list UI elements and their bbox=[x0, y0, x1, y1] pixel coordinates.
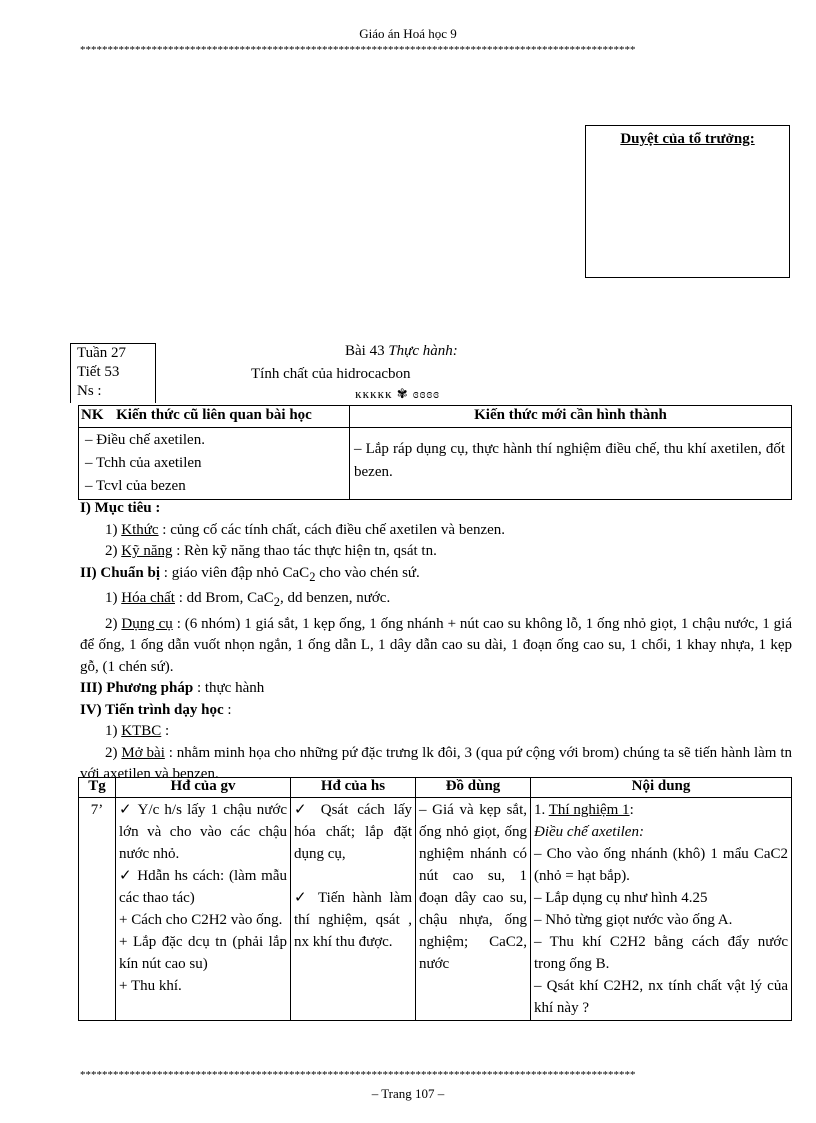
col-teacher: Hđ của gv bbox=[116, 778, 291, 798]
old-item: – Tcvl của bezen bbox=[85, 478, 186, 494]
old-item: – Tchh của axetilen bbox=[85, 455, 202, 471]
equipment: 2) Dụng cụ : (6 nhóm) 1 giá sắt, 1 kẹp ống, 1 ống nhánh + nút cao su không lỗ, 1 ống nhỏ giọt, 1 chậu nước, 1 giá để ống, 1 ống dẫn vuốt nhọn ngắn, 1 ống dẫn L, 1 dây dẫn cao su dài, 1 đoạn ống cao su, 1 chổi, 1 khay nhựa, 1 kẹp gỗ, (1 chén sứ). bbox=[80, 615, 793, 675]
page-number: – Trang 107 – bbox=[371, 1086, 445, 1101]
section-1-title: I) Mục tiêu : bbox=[80, 500, 161, 516]
ns: Ns : bbox=[77, 383, 102, 399]
student-cell: ✓ Qsát cách lấy hóa chất; lắp đặt dụng cụ, ✓ Tiến hành làm thí nghiệm, qsát , nx khí thu được. bbox=[291, 798, 416, 1021]
lesson-title bbox=[345, 343, 458, 360]
activity-table bbox=[78, 777, 792, 1021]
new-knowledge-header: Kiến thức mới cần hình thành bbox=[350, 406, 792, 428]
time-cell: 7’ bbox=[79, 798, 116, 1021]
lesson-type: Thực hành: bbox=[388, 343, 458, 359]
col-student: Hđ của hs bbox=[291, 778, 416, 798]
ornament: ĸĸĸĸĸ ✾ ɞɞɞɞ bbox=[355, 386, 440, 401]
col-content: Nội dung bbox=[531, 778, 792, 798]
ktbc: 1) KTBC : bbox=[105, 723, 170, 739]
objective-knowledge: 1) Kthức : củng cố các tính chất, cách điều chế axetilen và benzen. bbox=[105, 521, 506, 538]
lesson-body bbox=[80, 498, 792, 786]
materials-cell: – Giá và kẹp sắt, ống nhỏ giọt, ống nghiệm nhánh có nút cao su, 1 đoạn dây cao su, chậu nhựa, ống nghiệm; CaC2, nước bbox=[416, 798, 531, 1021]
content-cell: 1. Thí nghiệm 1: Điều chế axetilen: – Cho vào ống nhánh (khô) 1 mẩu CaC2 (nhỏ = hạt bắp). – Lắp dụng cụ như hình 4.25 – Nhỏ từng giọt nước vào ống A. – Thu khí C2H2 bằng cách đẩy nước trong ống B. – Qsát khí C2H2, nx tính chất vật lý của khí này ? bbox=[531, 798, 792, 1021]
header-overlap: NK bbox=[81, 407, 104, 423]
col-tg: Tg bbox=[79, 778, 116, 798]
old-knowledge-cell bbox=[79, 428, 350, 500]
old-knowledge-header: NK Kiến thức cũ liên quan bài học bbox=[79, 406, 350, 428]
section-3: III) Phương pháp : thực hành bbox=[80, 680, 265, 696]
approval-title: Duyệt của tổ trưởng: bbox=[620, 131, 755, 147]
week: Tuần 27 bbox=[77, 345, 127, 361]
new-knowledge-cell: – Lắp ráp dụng cụ, thực hành thí nghiệm điều chế, thu khí axetilen, đốt bezen. bbox=[350, 428, 792, 500]
period: Tiết 53 bbox=[77, 364, 120, 380]
page-header: Giáo án Hoá học 9 bbox=[359, 26, 457, 41]
footer-divider: ***************************************************************************************************** bbox=[80, 1069, 636, 1081]
approval-box bbox=[585, 125, 790, 278]
chemicals: 1) Hóa chất : dd Brom, CaC$_2$, dd benzen, nước. bbox=[105, 590, 391, 609]
lesson-meta-box bbox=[70, 343, 156, 403]
lesson-number: Bài 43 bbox=[345, 343, 385, 359]
old-item: – Điều chế axetilen. bbox=[85, 432, 205, 448]
lesson-subtitle: Tính chất của hidrocacbon bbox=[251, 366, 411, 382]
section-2: II) Chuẩn bị : giáo viên đập nhỏ CaC$_2$ cho vào chén sứ. bbox=[80, 564, 420, 584]
col-materials: Đồ dùng bbox=[416, 778, 531, 798]
objective-skill: 2) Kỹ năng : Rèn kỹ năng thao tác thực hiện tn, qsát tn. bbox=[105, 543, 437, 559]
header-divider: ***************************************************************************************************** bbox=[80, 44, 636, 56]
intro: 2) Mở bài : nhằm minh họa cho những pứ đặc trưng lk đôi, 3 (qua pứ cộng với brom) chúng ta sẽ tiến hành làm tn với axetilen và benzen. bbox=[80, 744, 793, 782]
section-4: IV) Tiến trình dạy học : bbox=[80, 701, 232, 718]
knowledge-table bbox=[78, 405, 792, 500]
teacher-cell: ✓ Y/c h/s lấy 1 chậu nước lớn và cho vào các chậu nước nhỏ. ✓ Hdẫn hs cách: (làm mẫu các thao tác) + Cách cho C2H2 vào ống. + Lắp đặc dcụ tn (phải lắp kín nút cao su) + Thu khí. bbox=[116, 798, 291, 1021]
